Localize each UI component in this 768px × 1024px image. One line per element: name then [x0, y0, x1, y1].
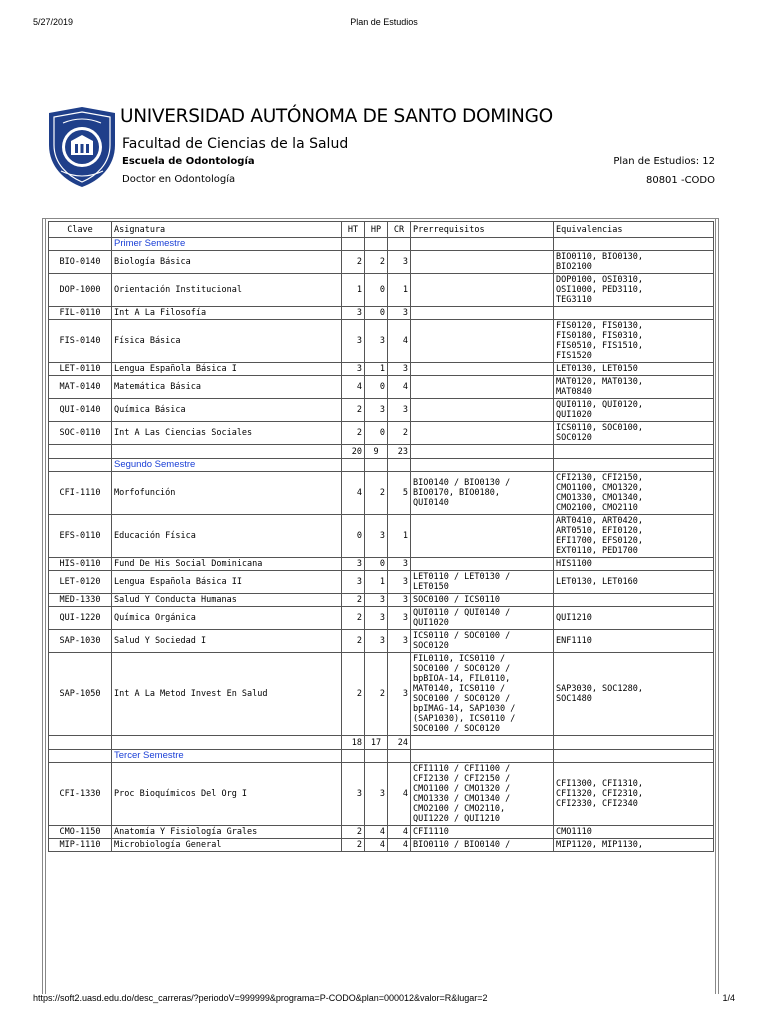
course-name: Educación Física — [112, 515, 342, 558]
semester-totals-row — [49, 736, 714, 750]
table-row — [49, 826, 714, 839]
course-ht: 2 — [342, 422, 365, 445]
table-row — [49, 274, 714, 307]
course-code: MAT-0140 — [49, 376, 112, 399]
degree-name: Doctor en Odontología — [122, 174, 236, 185]
semester-blank-cell — [554, 750, 714, 763]
course-equivalences — [554, 307, 714, 320]
total-ht: 18 — [342, 736, 365, 750]
semester-row — [49, 238, 714, 251]
course-name: Salud Y Sociedad I — [112, 630, 342, 653]
course-equivalences: CFI1300, CFI1310, CFI1320, CFI2310, CFI2330, CFI2340 — [554, 763, 714, 826]
course-name: Lengua Española Básica II — [112, 571, 342, 594]
course-code: QUI-1220 — [49, 607, 112, 630]
semester-name: Tercer Semestre — [112, 750, 342, 763]
course-code: SOC-0110 — [49, 422, 112, 445]
course-name: Biología Básica — [112, 251, 342, 274]
table-row — [49, 472, 714, 515]
course-code: LET-0110 — [49, 363, 112, 376]
course-equivalences: ICS0110, SOC0100, SOC0120 — [554, 422, 714, 445]
course-hp: 3 — [365, 630, 388, 653]
course-equivalences: ART0410, ART0420, ART0510, EFI0120, EFI1700, EFS0120, EXT0110, PED1700 — [554, 515, 714, 558]
university-name: UNIVERSIDAD AUTÓNOMA DE SANTO DOMINGO — [120, 106, 553, 127]
semester-blank-cell — [365, 750, 388, 763]
course-hp: 2 — [365, 472, 388, 515]
table-row — [49, 607, 714, 630]
course-ht: 3 — [342, 763, 365, 826]
course-cr: 3 — [388, 307, 411, 320]
course-ht: 2 — [342, 594, 365, 607]
course-hp: 1 — [365, 363, 388, 376]
semester-blank-cell — [365, 459, 388, 472]
course-cr: 1 — [388, 515, 411, 558]
course-code: EFS-0110 — [49, 515, 112, 558]
totals-blank-cell — [49, 445, 112, 459]
print-header — [33, 17, 735, 31]
semester-blank-cell — [342, 750, 365, 763]
course-equivalences: CFI2130, CFI2150, CMO1100, CMO1320, CMO1330, CMO1340, CMO2100, CMO2110 — [554, 472, 714, 515]
course-prerequisites — [411, 251, 554, 274]
table-row — [49, 363, 714, 376]
semester-blank-cell — [365, 238, 388, 251]
course-hp: 1 — [365, 571, 388, 594]
total-cr: 24 — [388, 736, 411, 750]
course-code: CFI-1110 — [49, 472, 112, 515]
course-prerequisites: LET0110 / LET0130 / LET0150 — [411, 571, 554, 594]
semester-blank-cell — [411, 238, 554, 251]
course-name: Orientación Institucional — [112, 274, 342, 307]
course-cr: 4 — [388, 839, 411, 852]
course-prerequisites — [411, 422, 554, 445]
course-ht: 3 — [342, 558, 365, 571]
course-cr: 3 — [388, 653, 411, 736]
course-ht: 2 — [342, 653, 365, 736]
course-prerequisites: CFI1110 / CFI1100 / CFI2130 / CFI2150 / CMO1100 / CMO1320 / CMO1330 / CMO1340 / CMO2100 / CMO2110, QUI1220 / QUI1210 — [411, 763, 554, 826]
course-code: SAP-1050 — [49, 653, 112, 736]
course-name: Int A La Filosofía — [112, 307, 342, 320]
course-hp: 4 — [365, 839, 388, 852]
course-cr: 4 — [388, 320, 411, 363]
col-header-prerrequisitos: Prerrequisitos — [411, 222, 554, 238]
totals-blank-cell — [554, 736, 714, 750]
course-name: Química Orgánica — [112, 607, 342, 630]
course-cr: 3 — [388, 399, 411, 422]
col-header-asignatura: Asignatura — [112, 222, 342, 238]
course-name: Física Básica — [112, 320, 342, 363]
col-header-ht: HT — [342, 222, 365, 238]
semester-blank-cell — [388, 238, 411, 251]
course-hp: 0 — [365, 376, 388, 399]
course-hp: 3 — [365, 763, 388, 826]
table-row — [49, 320, 714, 363]
table-row — [49, 515, 714, 558]
course-code: HIS-0110 — [49, 558, 112, 571]
course-hp: 0 — [365, 307, 388, 320]
course-cr: 3 — [388, 251, 411, 274]
course-prerequisites — [411, 274, 554, 307]
school-name: Escuela de Odontología — [122, 156, 255, 167]
semester-name: Segundo Semestre — [112, 459, 342, 472]
semester-blank-cell — [49, 238, 112, 251]
course-name: Lengua Española Básica I — [112, 363, 342, 376]
print-date: 5/27/2019 — [33, 17, 74, 27]
course-equivalences: FIS0120, FIS0130, FIS0180, FIS0310, FIS0510, FIS1510, FIS1520 — [554, 320, 714, 363]
table-row — [49, 571, 714, 594]
course-cr: 5 — [388, 472, 411, 515]
totals-blank-cell — [112, 445, 342, 459]
course-hp: 3 — [365, 515, 388, 558]
course-equivalences — [554, 594, 714, 607]
curriculum-table — [48, 221, 714, 852]
course-cr: 3 — [388, 594, 411, 607]
course-name: Matemática Básica — [112, 376, 342, 399]
table-header-row — [49, 222, 714, 238]
table-row — [49, 558, 714, 571]
semester-blank-cell — [388, 750, 411, 763]
university-seal-icon — [45, 105, 119, 189]
semester-blank-cell — [554, 238, 714, 251]
course-code: MED-1330 — [49, 594, 112, 607]
course-cr: 1 — [388, 274, 411, 307]
course-prerequisites: BIO0110 / BIO0140 / — [411, 839, 554, 852]
course-equivalences: LET0130, LET0160 — [554, 571, 714, 594]
course-equivalences: MIP1120, MIP1130, — [554, 839, 714, 852]
course-equivalences: CMO1110 — [554, 826, 714, 839]
course-equivalences: QUI1210 — [554, 607, 714, 630]
course-name: Int A La Metod Invest En Salud — [112, 653, 342, 736]
semester-blank-cell — [342, 459, 365, 472]
course-ht: 1 — [342, 274, 365, 307]
course-hp: 3 — [365, 607, 388, 630]
course-equivalences: SAP3030, SOC1280, SOC1480 — [554, 653, 714, 736]
course-equivalences: DOP0100, OSI0310, OSI1000, PED3110, TEG3110 — [554, 274, 714, 307]
course-cr: 4 — [388, 376, 411, 399]
course-name: Proc Bioquímicos Del Org I — [112, 763, 342, 826]
total-ht: 20 — [342, 445, 365, 459]
course-hp: 0 — [365, 422, 388, 445]
course-equivalences: MAT0120, MAT0130, MAT0840 — [554, 376, 714, 399]
course-ht: 2 — [342, 839, 365, 852]
table-row — [49, 251, 714, 274]
course-hp: 4 — [365, 826, 388, 839]
table-row — [49, 422, 714, 445]
table-row — [49, 839, 714, 852]
course-name: Salud Y Conducta Humanas — [112, 594, 342, 607]
course-code: CFI-1330 — [49, 763, 112, 826]
course-code: DOP-1000 — [49, 274, 112, 307]
course-prerequisites — [411, 363, 554, 376]
course-hp: 3 — [365, 594, 388, 607]
print-footer — [33, 993, 735, 1007]
course-prerequisites: QUI0110 / QUI0140 / QUI1020 — [411, 607, 554, 630]
col-header-clave: Clave — [49, 222, 112, 238]
table-body — [49, 238, 714, 852]
course-prerequisites: FIL0110, ICS0110 / SOC0100 / SOC0120 / bpBIOA-14, FIL0110, MAT0140, ICS0110 / SOC0100 / SOC0120 / bpIMAG-14, SAP1030 / (SAP1030), ICS0110 / SOC0100 / SOC0120 — [411, 653, 554, 736]
print-url: https://soft2.uasd.edu.do/desc_carreras/?periodoV=999999&programa=P-CODO&plan=000012&valor=R&lugar=2 — [33, 993, 488, 1003]
course-ht: 4 — [342, 376, 365, 399]
course-ht: 4 — [342, 472, 365, 515]
course-equivalences: HIS1100 — [554, 558, 714, 571]
course-code: FIL-0110 — [49, 307, 112, 320]
totals-blank-cell — [411, 736, 554, 750]
course-equivalences: QUI0110, QUI0120, QUI1020 — [554, 399, 714, 422]
table-row — [49, 653, 714, 736]
course-hp: 2 — [365, 653, 388, 736]
totals-blank-cell — [411, 445, 554, 459]
course-cr: 3 — [388, 558, 411, 571]
course-cr: 3 — [388, 363, 411, 376]
course-cr: 3 — [388, 607, 411, 630]
semester-blank-cell — [342, 238, 365, 251]
course-prerequisites: SOC0100 / ICS0110 — [411, 594, 554, 607]
course-name: Anatomía Y Fisiología Grales — [112, 826, 342, 839]
semester-row — [49, 750, 714, 763]
course-code: BIO-0140 — [49, 251, 112, 274]
course-ht: 2 — [342, 607, 365, 630]
course-code: QUI-0140 — [49, 399, 112, 422]
table-row — [49, 630, 714, 653]
semester-blank-cell — [554, 459, 714, 472]
course-ht: 3 — [342, 363, 365, 376]
course-ht: 3 — [342, 320, 365, 363]
course-prerequisites — [411, 307, 554, 320]
course-hp: 3 — [365, 399, 388, 422]
course-prerequisites: BIO0140 / BIO0130 / BIO0170, BIO0180, QUI0140 — [411, 472, 554, 515]
course-code: LET-0120 — [49, 571, 112, 594]
course-prerequisites — [411, 376, 554, 399]
course-name: Int A Las Ciencias Sociales — [112, 422, 342, 445]
course-prerequisites — [411, 320, 554, 363]
col-header-hp: HP — [365, 222, 388, 238]
course-name: Fund De His Social Dominicana — [112, 558, 342, 571]
course-ht: 3 — [342, 307, 365, 320]
table-row — [49, 307, 714, 320]
course-ht: 3 — [342, 571, 365, 594]
course-cr: 4 — [388, 826, 411, 839]
plan-number: Plan de Estudios: 12 — [613, 156, 715, 167]
program-code: 80801 -CODO — [645, 175, 715, 186]
course-ht: 0 — [342, 515, 365, 558]
course-name: Morfofunción — [112, 472, 342, 515]
course-hp: 3 — [365, 320, 388, 363]
semester-blank-cell — [411, 459, 554, 472]
course-code: MIP-1110 — [49, 839, 112, 852]
course-prerequisites — [411, 515, 554, 558]
course-ht: 2 — [342, 630, 365, 653]
course-prerequisites — [411, 399, 554, 422]
table-row — [49, 399, 714, 422]
course-code: SAP-1030 — [49, 630, 112, 653]
print-title: Plan de Estudios — [350, 17, 418, 27]
totals-blank-cell — [554, 445, 714, 459]
table-row — [49, 763, 714, 826]
course-cr: 3 — [388, 571, 411, 594]
course-cr: 3 — [388, 630, 411, 653]
course-code: FIS-0140 — [49, 320, 112, 363]
course-equivalences: BIO0110, BIO0130, BIO2100 — [554, 251, 714, 274]
total-cr: 23 — [388, 445, 411, 459]
totals-blank-cell — [112, 736, 342, 750]
col-header-equivalencias: Equivalencias — [554, 222, 714, 238]
course-equivalences: ENF1110 — [554, 630, 714, 653]
course-name: Microbiología General — [112, 839, 342, 852]
course-prerequisites: CFI1110 — [411, 826, 554, 839]
course-prerequisites — [411, 558, 554, 571]
course-cr: 4 — [388, 763, 411, 826]
semester-name: Primer Semestre — [112, 238, 342, 251]
course-ht: 2 — [342, 399, 365, 422]
course-name: Química Básica — [112, 399, 342, 422]
semester-totals-row — [49, 445, 714, 459]
course-hp: 0 — [365, 558, 388, 571]
faculty-name: Facultad de Ciencias de la Salud — [122, 136, 349, 152]
curriculum-table-frame — [42, 218, 719, 994]
totals-blank-cell — [49, 736, 112, 750]
semester-row — [49, 459, 714, 472]
print-page-number: 1/4 — [722, 993, 735, 1003]
course-hp: 2 — [365, 251, 388, 274]
col-header-cr: CR — [388, 222, 411, 238]
course-hp: 0 — [365, 274, 388, 307]
table-row — [49, 594, 714, 607]
course-prerequisites: ICS0110 / SOC0100 / SOC0120 — [411, 630, 554, 653]
course-cr: 2 — [388, 422, 411, 445]
total-hp: 9 — [365, 445, 388, 459]
course-ht: 2 — [342, 251, 365, 274]
semester-blank-cell — [49, 459, 112, 472]
semester-blank-cell — [49, 750, 112, 763]
course-ht: 2 — [342, 826, 365, 839]
semester-blank-cell — [388, 459, 411, 472]
course-equivalences: LET0130, LET0150 — [554, 363, 714, 376]
total-hp: 17 — [365, 736, 388, 750]
semester-blank-cell — [411, 750, 554, 763]
table-row — [49, 376, 714, 399]
course-code: CMO-1150 — [49, 826, 112, 839]
